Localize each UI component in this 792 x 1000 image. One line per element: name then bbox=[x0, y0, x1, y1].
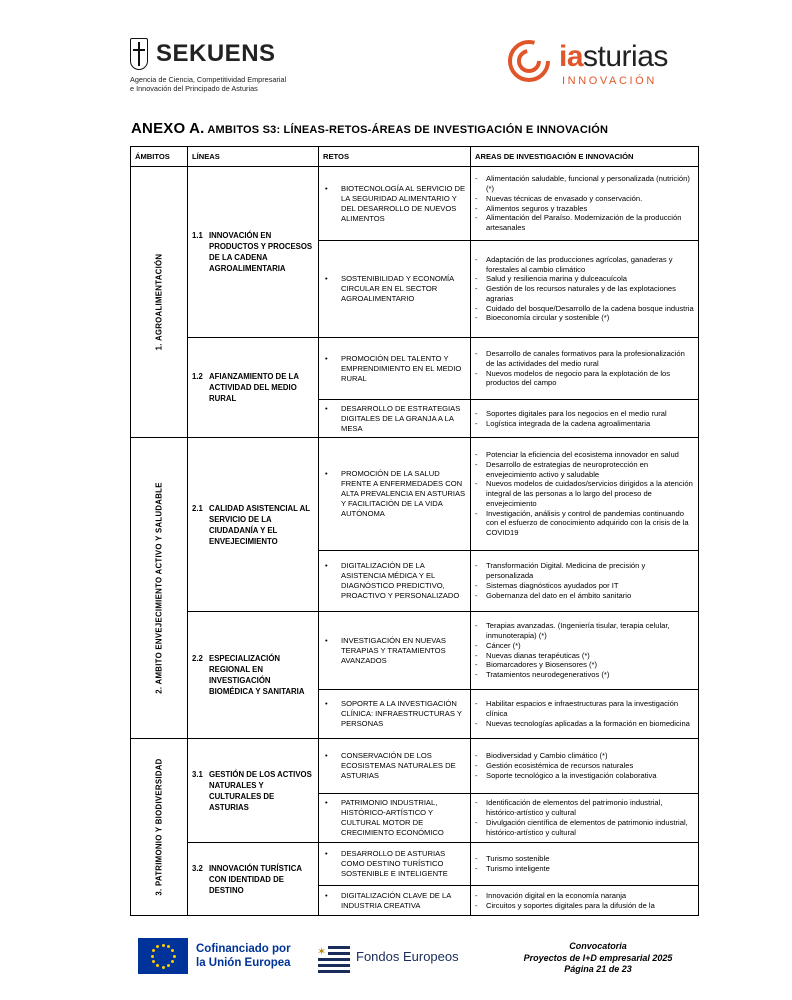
reto-cell bbox=[319, 551, 471, 612]
area-item: - Biomarcadores y Biosensores (*) bbox=[475, 660, 694, 670]
bullet-icon: • bbox=[325, 890, 328, 900]
linea-number: 2.2 bbox=[192, 654, 203, 663]
reto-cell bbox=[319, 690, 471, 739]
area-item: - Terapias avanzadas. (Ingeniería tisular, terapia celular, inmunoterapia) (*) bbox=[475, 621, 694, 641]
reto-label: PROMOCIÓN DE LA SALUD FRENTE A ENFERMEDADES CON ALTA PREVALENCIA EN ASTURIAS Y FACILITACIÓN DE LA VIDA AUTÓNOMA bbox=[341, 469, 466, 518]
eu-star-icon bbox=[173, 955, 176, 958]
table-row bbox=[131, 338, 699, 400]
area-item: - Desarrollo de canales formativos para la profesionalización de las actividades del medio rural bbox=[475, 349, 694, 369]
areas-cell bbox=[471, 794, 699, 843]
area-item: - Turismo sostenible bbox=[475, 854, 694, 864]
eu-line-2: la Unión Europea bbox=[196, 957, 291, 969]
bullet-icon: • bbox=[325, 469, 328, 478]
page-number: Página 21 de 23 bbox=[564, 964, 632, 974]
area-item: - Nuevas tecnologías aplicadas a la formación en biomedicina bbox=[475, 719, 694, 729]
table-row bbox=[131, 438, 699, 551]
page-footer bbox=[138, 938, 698, 978]
area-item: - Potenciar la eficiencia del ecosistema innovador en salud bbox=[475, 450, 694, 460]
area-item: - Cuidado del bosque/Desarrollo de la cadena bosque industria bbox=[475, 304, 694, 314]
reto-cell bbox=[319, 794, 471, 843]
ia-brand-sub: INNOVACIÓN bbox=[562, 75, 657, 87]
reto-cell bbox=[319, 438, 471, 551]
reto-label: INVESTIGACIÓN EN NUEVAS TERAPIAS Y TRATAMIENTOS AVANZADOS bbox=[341, 635, 446, 665]
areas-cell bbox=[471, 551, 699, 612]
area-item: - Alimentos seguros y trazables bbox=[475, 204, 694, 214]
ambito-label: 2. AMBITO ENVEJECIMIENTO ACTIVO Y SALUDABLE bbox=[154, 482, 164, 694]
areas-cell bbox=[471, 612, 699, 690]
linea-label: GESTIÓN DE LOS ACTIVOS NATURALES Y CULTURALES DE ASTURIAS bbox=[209, 769, 312, 812]
table-row bbox=[131, 612, 699, 690]
area-item: - Soportes digitales para los negocios en el medio rural bbox=[475, 409, 694, 419]
eu-star-icon bbox=[156, 964, 159, 967]
area-item: - Turismo inteligente bbox=[475, 864, 694, 874]
eu-star-icon bbox=[171, 949, 174, 952]
reto-cell bbox=[319, 739, 471, 794]
header-areas: AREAS DE INVESTIGACIÓN E INNOVACIÓN bbox=[471, 147, 699, 167]
eu-star-icon bbox=[152, 949, 155, 952]
area-item: - Nuevos modelos de negocio para la explotación de los productos del campo bbox=[475, 369, 694, 389]
area-item: - Investigación, análisis y control de pandemias continuando con el esfuerzo de conocimiento adquirido con la crisis de la COVID19 bbox=[475, 509, 694, 538]
bullet-icon: • bbox=[325, 798, 328, 807]
convocatoria-line-1: Convocatoria bbox=[569, 941, 627, 951]
reto-cell bbox=[319, 400, 471, 438]
linea-cell bbox=[188, 338, 319, 438]
linea-cell bbox=[188, 739, 319, 843]
linea-cell bbox=[188, 843, 319, 916]
ambito-cell bbox=[131, 438, 188, 739]
bullet-icon: • bbox=[325, 751, 328, 760]
reto-cell bbox=[319, 886, 471, 916]
linea-cell bbox=[188, 167, 319, 338]
linea-number: 1.2 bbox=[192, 372, 203, 381]
brand-name: SEKUENS bbox=[156, 40, 276, 67]
area-item: - Salud y resiliencia marina y dulceacuícola bbox=[475, 274, 694, 284]
reto-cell bbox=[319, 612, 471, 690]
area-item: - Circuitos y soportes digitales para la difusión de la bbox=[475, 901, 694, 911]
linea-label: INNOVACIÓN TURÍSTICA CON IDENTIDAD DE DESTINO bbox=[209, 863, 302, 895]
fondos-europeos-icon bbox=[314, 940, 352, 974]
reto-label: SOSTENIBILIDAD Y ECONOMÍA CIRCULAR EN EL SECTOR AGROALIMENTARIO bbox=[341, 274, 454, 303]
bullet-icon: • bbox=[325, 183, 328, 193]
linea-number: 3.1 bbox=[192, 769, 203, 779]
areas-cell bbox=[471, 690, 699, 739]
title-text: AMBITOS S3: LÍNEAS-RETOS-ÁREAS DE INVESTIGACIÓN E INNOVACIÓN bbox=[204, 124, 609, 136]
header-retos: RETOS bbox=[319, 147, 471, 167]
eu-star-icon bbox=[151, 955, 154, 958]
svg-text:✶: ✶ bbox=[317, 945, 327, 958]
linea-label: ESPECIALIZACIÓN REGIONAL EN INVESTIGACIÓN BIOMÉDICA Y SANITARIA bbox=[209, 654, 305, 696]
area-item: - Sistemas diagnósticos ayudados por IT bbox=[475, 581, 694, 591]
linea-number: 1.1 bbox=[192, 231, 203, 240]
area-item: - Tratamientos neurodegenerativos (*) bbox=[475, 670, 694, 680]
eu-line-1: Cofinanciado por bbox=[196, 943, 291, 955]
bullet-icon: • bbox=[325, 353, 328, 363]
eu-star-icon bbox=[162, 944, 165, 947]
linea-label: INNOVACIÓN EN PRODUCTOS Y PROCESOS DE LA CADENA AGROALIMENTARIA bbox=[209, 231, 313, 273]
area-item: - Habilitar espacios e infraestructuras para la investigación clínica bbox=[475, 699, 694, 719]
reto-label: DIGITALIZACIÓN DE LA ASISTENCIA MÉDICA Y EL DIAGNÓSTICO PREDICTIVO, PROACTIVO Y PERSONALIZADO bbox=[341, 561, 460, 600]
areas-cell bbox=[471, 338, 699, 400]
reto-cell bbox=[319, 241, 471, 338]
area-item: - Logística integrada de la cadena agroalimentaria bbox=[475, 419, 694, 429]
eu-flag-icon bbox=[138, 938, 188, 974]
bullet-icon: • bbox=[325, 635, 328, 645]
areas-cell bbox=[471, 739, 699, 794]
areas-cell bbox=[471, 843, 699, 886]
reto-cell bbox=[319, 338, 471, 400]
ia-brand-suffix: sturias bbox=[583, 40, 668, 73]
area-item: - Cáncer (*) bbox=[475, 641, 694, 651]
eu-star-icon bbox=[167, 964, 170, 967]
bullet-icon: • bbox=[325, 561, 328, 570]
area-item: - Desarrollo de estrategias de neuroprotección en envejecimiento activo y saludable bbox=[475, 460, 694, 480]
area-item: - Transformación Digital. Medicina de precisión y personalizada bbox=[475, 561, 694, 581]
page-title bbox=[131, 120, 608, 137]
reto-label: PROMOCIÓN DEL TALENTO Y EMPRENDIMIENTO EN EL MEDIO RURAL bbox=[341, 353, 462, 383]
reto-cell bbox=[319, 843, 471, 886]
area-item: - Identificación de elementos del patrimonio industrial, histórico-artístico y cultural bbox=[475, 798, 694, 818]
eu-star-icon bbox=[156, 945, 159, 948]
convocatoria-line-2: Proyectos de I+D empresarial 2025 bbox=[523, 952, 673, 963]
convocatoria-block bbox=[498, 941, 698, 976]
reto-cell bbox=[319, 167, 471, 241]
area-item: - Gestión ecosistémica de recursos naturales bbox=[475, 761, 694, 771]
s3-table bbox=[130, 146, 699, 916]
reto-label: DIGITALIZACIÓN CLAVE DE LA INDUSTRIA CREATIVA bbox=[341, 890, 451, 910]
bullet-icon: • bbox=[325, 274, 328, 283]
eu-star-icon bbox=[152, 960, 155, 963]
area-item: - Soporte tecnológico a la investigación colaborativa bbox=[475, 771, 694, 781]
area-item: - Bioeconomía circular y sostenible (*) bbox=[475, 313, 694, 323]
eu-cofinanced bbox=[196, 942, 291, 970]
area-item: - Nuevas dianas terapéuticas (*) bbox=[475, 651, 694, 661]
ambito-cell bbox=[131, 167, 188, 438]
area-item: - Alimentación saludable, funcional y personalizada (nutrición) (*) bbox=[475, 174, 694, 194]
reto-label: DESARROLLO DE ASTURIAS COMO DESTINO TURÍSTICO SOSTENIBLE E INTELIGENTE bbox=[341, 849, 448, 878]
area-item: - Adaptación de las producciones agrícolas, ganaderas y forestales al cambio climático bbox=[475, 255, 694, 275]
bullet-icon: • bbox=[325, 699, 328, 708]
header-ambitos: ÁMBITOS bbox=[131, 147, 188, 167]
area-item: - Nuevos modelos de cuidados/servicios dirigidos a la atención integral de las personas a lo largo del proceso de envejecimiento bbox=[475, 479, 694, 508]
agency-name bbox=[130, 75, 330, 93]
eu-star-icon bbox=[167, 945, 170, 948]
ia-brand bbox=[559, 42, 668, 72]
areas-cell bbox=[471, 438, 699, 551]
title-prefix: ANEXO A. bbox=[131, 120, 205, 137]
ambito-label: 3. PATRIMONIO Y BIODIVERSIDAD bbox=[154, 758, 164, 896]
reto-label: SOPORTE A LA INVESTIGACIÓN CLÍNICA: INFRAESTRUCTURAS Y PERSONAS bbox=[341, 699, 462, 728]
agency-line-2: e Innovación del Principado de Asturias bbox=[130, 84, 258, 93]
reto-label: DESARROLLO DE ESTRATEGIAS DIGITALES DE LA GRANJA A LA MESA bbox=[341, 403, 461, 433]
areas-cell bbox=[471, 886, 699, 916]
ia-brand-prefix: ia bbox=[559, 40, 584, 73]
area-item: - Gobernanza del dato en el ámbito sanitario bbox=[475, 591, 694, 601]
linea-number: 3.2 bbox=[192, 863, 203, 873]
linea-cell bbox=[188, 612, 319, 739]
iasturias-logo bbox=[506, 38, 686, 88]
ambito-cell bbox=[131, 739, 188, 916]
reto-label: PATRIMONIO INDUSTRIAL, HISTÓRICO-ARTÍSTICO Y CULTURAL MOTOR DE CRECIMIENTO ECONÓMICO bbox=[341, 798, 444, 837]
shield-icon bbox=[130, 38, 148, 70]
table-row bbox=[131, 843, 699, 886]
areas-cell bbox=[471, 167, 699, 241]
bullet-icon: • bbox=[325, 403, 328, 413]
linea-cell bbox=[188, 438, 319, 612]
areas-cell bbox=[471, 400, 699, 438]
reto-label: BIOTECNOLOGÍA AL SERVICIO DE LA SEGURIDAD ALIMENTARIO Y DEL DESARROLLO DE NUEVOS ALIMENTOS bbox=[341, 183, 466, 223]
header-lineas: LÍNEAS bbox=[188, 147, 319, 167]
area-item: - Biodiversidad y Cambio climático (*) bbox=[475, 751, 694, 761]
areas-cell bbox=[471, 241, 699, 338]
ia-circle-icon bbox=[506, 38, 552, 84]
fondos-europeos-label: Fondos Europeos bbox=[356, 949, 459, 964]
ambito-label: 1. AGROALIMENTACIÓN bbox=[154, 253, 164, 351]
table-row bbox=[131, 739, 699, 794]
agency-line-1: Agencia de Ciencia, Competitividad Empresarial bbox=[130, 75, 287, 84]
linea-label: CALIDAD ASISTENCIAL AL SERVICIO DE LA CIUDADANÍA Y EL ENVEJECIMIENTO bbox=[209, 503, 310, 546]
eu-star-icon bbox=[171, 960, 174, 963]
table-header-row bbox=[131, 147, 699, 167]
table-row bbox=[131, 167, 699, 241]
area-item: - Divulgación científica de elementos de patrimonio industrial, histórico-artístico y cultural bbox=[475, 818, 694, 838]
area-item: - Alimentación del Paraíso. Modernización de la producción artesanales bbox=[475, 213, 694, 233]
reto-label: CONSERVACIÓN DE LOS ECOSISTEMAS NATURALES DE ASTURIAS bbox=[341, 751, 456, 780]
linea-label: AFIANZAMIENTO DE LA ACTIVIDAD DEL MEDIO RURAL bbox=[209, 372, 299, 403]
bullet-icon: • bbox=[325, 849, 328, 858]
area-item: - Gestión de los recursos naturales y de las explotaciones agrarias bbox=[475, 284, 694, 304]
linea-number: 2.1 bbox=[192, 503, 203, 513]
area-item: - Nuevas técnicas de envasado y conservación. bbox=[475, 194, 694, 204]
area-item: - Innovación digital en la economía naranja bbox=[475, 891, 694, 901]
eu-star-icon bbox=[162, 966, 165, 969]
